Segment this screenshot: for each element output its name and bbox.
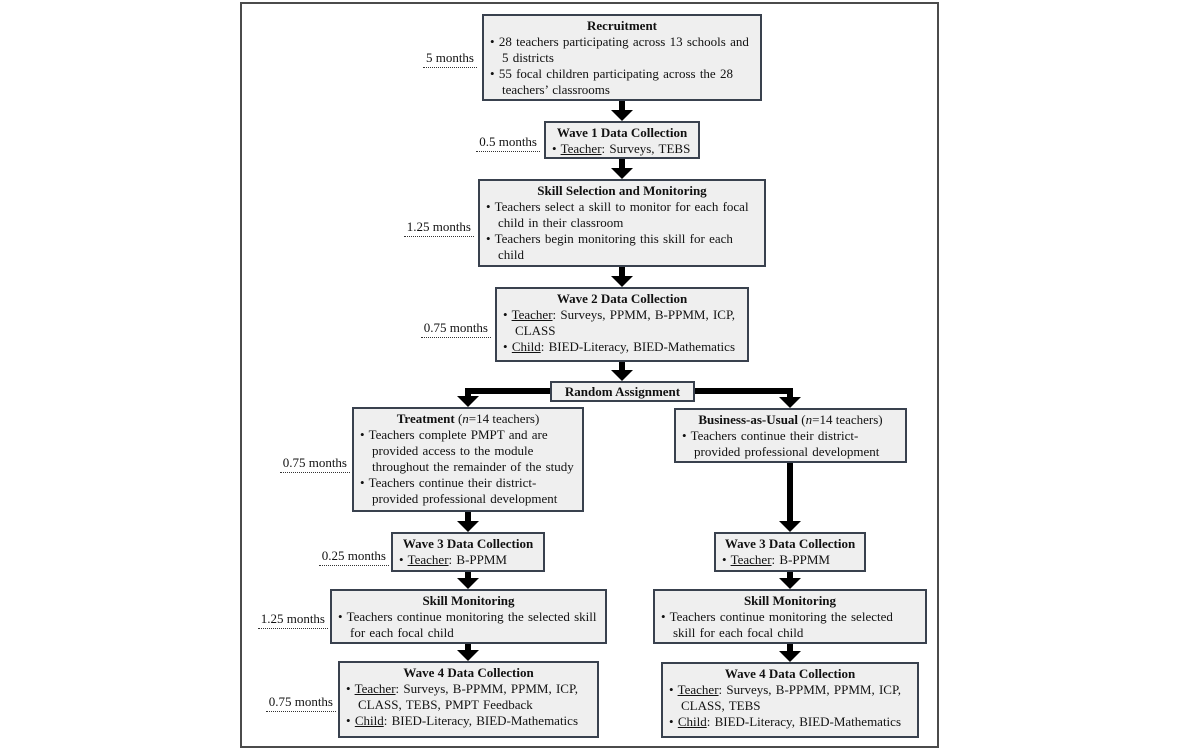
duration-label-text: 0.75 months [421,320,491,338]
arrow-head-icon [611,276,633,287]
bullet-item [661,609,919,641]
text-segment: Child [354,713,384,728]
text-segment: Teachers continue their district-provided professional development [368,475,558,506]
box-random-assignment [550,381,695,402]
box-recruitment [482,14,762,101]
text-segment: : Surveys, B-PPMM, PPMM, ICP, CLASS, TEBS, PMPT Feedback [358,681,578,712]
text-segment: Wave 3 Data Collection [724,536,856,551]
box-title [722,536,858,552]
box-title [552,125,692,141]
duration-label-treatment [240,455,350,473]
text-segment: 28 teachers participating across 13 schools and 5 districts [498,34,749,65]
box-body [399,552,537,568]
bullet-item [346,713,591,729]
bullet-item [490,66,754,98]
bullet-icon: • [661,609,670,624]
box-body [360,427,576,507]
duration-label-text: 0.75 months [280,455,350,473]
duration-label-wave1 [430,134,540,152]
bullet-item [490,34,754,66]
box-skill-selection-and-monitoring [478,179,766,267]
text-segment: : BIED-Literacy, BIED-Mathematics [383,713,579,728]
box-body [552,141,692,157]
bullet-icon: • [682,428,691,443]
arrow-head-icon [457,521,479,532]
bullet-item [399,552,537,568]
duration-label-wave2 [381,320,491,338]
text-segment: Wave 2 Data Collection [556,291,688,306]
box-title [503,291,741,307]
text-segment: n [805,412,813,427]
bullet-item [360,427,576,475]
box-title [490,18,754,34]
branch-line-left [465,388,550,394]
bullet-item [552,141,692,157]
box-wave3-data-collection-bau [714,532,866,572]
box-wave3-data-collection-treatment [391,532,545,572]
arrow-head-icon [457,396,479,407]
bullet-item [360,475,576,507]
text-segment: Child [511,339,541,354]
box-body [486,199,758,263]
box-body [669,682,911,730]
text-segment: Skill Monitoring [422,593,515,608]
bullet-item [338,609,599,641]
duration-label-recruitment [367,50,477,68]
arrow-head-icon [779,397,801,408]
text-segment: Wave 4 Data Collection [724,666,856,681]
box-title [682,412,899,428]
box-title [360,411,576,427]
duration-label-text: 0.75 months [266,694,336,712]
text-segment: Teachers continue monitoring the selected skill for each focal child [346,609,597,640]
box-title [556,384,689,400]
box-title [338,593,599,609]
arrow-head-icon [611,370,633,381]
bullet-icon: • [486,231,495,246]
bullet-icon: • [552,141,561,156]
duration-label-text: 5 months [423,50,477,68]
bullet-item [669,682,911,714]
bullet-item [486,199,758,231]
box-skill-monitoring-bau [653,589,927,644]
bullet-icon: • [503,339,512,354]
box-body [490,34,754,98]
arrow-head-icon [457,650,479,661]
text-segment: : Surveys, B-PPMM, PPMM, ICP, CLASS, TEBS [681,682,901,713]
box-business-as-usual [674,408,907,463]
text-segment: n [462,411,469,426]
text-segment: 55 focal children participating across the 28 teachers’ classrooms [498,66,733,97]
text-segment: ( [798,412,806,427]
duration-label-text: 0.5 months [476,134,540,152]
bullet-icon: • [360,475,369,490]
box-title [346,665,591,681]
text-segment: Wave 1 Data Collection [556,125,688,140]
arrow-head-icon [779,651,801,662]
box-treatment [352,407,584,512]
text-segment: =14 teachers) [468,411,540,426]
bullet-icon: • [360,427,369,442]
bullet-icon: • [669,714,678,729]
text-segment: Teachers continue their district-provided professional development [690,428,880,459]
text-segment: ( [454,411,463,426]
bullet-item [503,339,741,355]
text-segment: Teacher [407,552,449,567]
bullet-icon: • [722,552,731,567]
arrow-head-icon [779,521,801,532]
box-body [682,428,899,460]
bullet-icon: • [399,552,408,567]
text-segment: Teacher [560,141,602,156]
text-segment: Teachers begin monitoring this skill for each child [494,231,733,262]
box-wave4-data-collection-bau [661,662,919,738]
box-skill-monitoring-treatment [330,589,607,644]
text-segment: Teachers select a skill to monitor for each focal child in their classroom [494,199,749,230]
bullet-icon: • [486,199,495,214]
text-segment: =14 teachers) [812,412,883,427]
arrow-head-icon [611,168,633,179]
bullet-icon: • [490,66,499,81]
duration-label-text: 0.25 months [319,548,389,566]
arrow-head-icon [611,110,633,121]
text-segment: Teachers continue monitoring the selected skill for each focal child [669,609,893,640]
bullet-icon: • [490,34,499,49]
box-body [661,609,919,641]
text-segment: : B-PPMM [771,552,830,567]
box-wave2-data-collection [495,287,749,362]
duration-label-skill-monitoring [218,611,328,629]
text-segment: Business-as-Usual [698,412,799,427]
text-segment: Wave 4 Data Collection [403,665,534,680]
text-segment: Child [677,714,707,729]
box-title [661,593,919,609]
box-body [722,552,858,568]
arrow-shaft [787,463,793,522]
bullet-icon: • [669,682,678,697]
text-segment: : BIED-Literacy, BIED-Mathematics [540,339,736,354]
text-segment: : Surveys, PPMM, B-PPMM, ICP, CLASS [515,307,735,338]
duration-label-wave4 [226,694,336,712]
text-segment: : Surveys, TEBS [601,141,691,156]
arrow-head-icon [457,578,479,589]
bullet-item [503,307,741,339]
box-title [399,536,537,552]
text-segment: Teacher [511,307,553,322]
text-segment: Wave 3 Data Collection [402,536,534,551]
duration-label-text: 1.25 months [258,611,328,629]
bullet-item [346,681,591,713]
bullet-icon: • [503,307,512,322]
duration-label-text: 1.25 months [404,219,474,237]
text-segment: Skill Selection and Monitoring [537,183,707,198]
arrow-head-icon [779,578,801,589]
bullet-item [722,552,858,568]
text-segment: Treatment [396,411,455,426]
text-segment: Teacher [730,552,772,567]
box-body [338,609,599,641]
branch-line-right [695,388,793,394]
text-segment: Skill Monitoring [743,593,837,608]
box-title [486,183,758,199]
bullet-icon: • [346,713,355,728]
bullet-item [486,231,758,263]
bullet-icon: • [346,681,355,696]
bullet-icon: • [338,609,347,624]
box-wave4-data-collection-treatment [338,661,599,738]
bullet-item [682,428,899,460]
text-segment: Random Assignment [564,384,681,399]
box-body [503,307,741,355]
duration-label-skill-selection [364,219,474,237]
text-segment: Teachers complete PMPT and are provided access to the module throughout the remainder of the study [368,427,574,474]
text-segment: : B-PPMM [448,552,507,567]
text-segment: Teacher [354,681,396,696]
text-segment: : BIED-Literacy, BIED-Mathematics [706,714,902,729]
box-title [669,666,911,682]
box-body [346,681,591,729]
duration-label-wave3 [279,548,389,566]
box-wave1-data-collection [544,121,700,159]
text-segment: Recruitment [586,18,658,33]
text-segment: Teacher [677,682,719,697]
bullet-item [669,714,911,730]
